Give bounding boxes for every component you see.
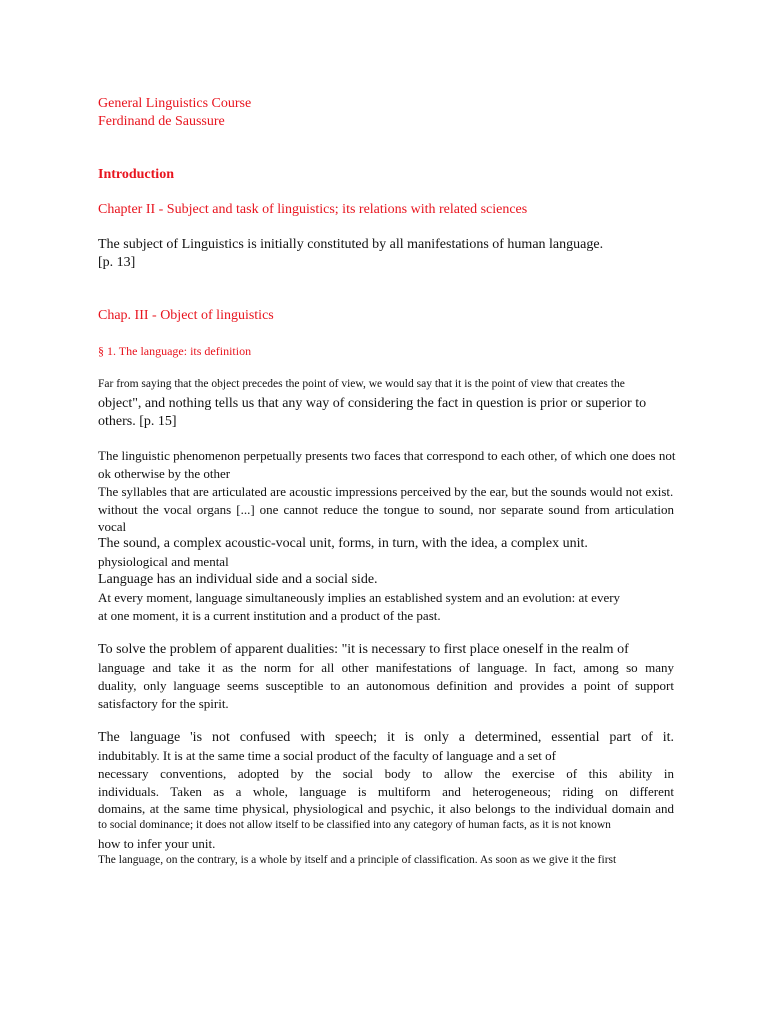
paragraph-line: The sound, a complex acoustic-vocal unit, forms, in turn, with the idea, a complex unit.	[98, 536, 588, 551]
paragraph-line: Language has an individual side and a social side.	[98, 572, 378, 587]
paragraph-line: The language, on the contrary, is a whole by itself and a principle of classification. As soon as we give it the first	[98, 854, 617, 866]
paragraph-line: indubitably. It is at the same time a social product of the faculty of language and a set of	[98, 748, 556, 763]
paragraph-line: The syllables that are articulated are acoustic impressions perceived by the ear, but the sounds would not exist.	[98, 484, 674, 499]
chapter-2-text: The subject of Linguistics is initially constituted by all manifestations of human language.	[98, 237, 604, 252]
paragraph-line: vocal	[98, 519, 127, 534]
paragraph-line: others. [p. 15]	[98, 414, 177, 429]
paragraph-line: necessary conventions, adopted by the social body to allow the exercise of this ability in	[98, 766, 674, 781]
paragraph-line: ok otherwise by the other	[98, 466, 231, 481]
paragraph-line: duality, only language seems susceptible to an autonomous definition and provides a point of support	[98, 678, 674, 693]
paragraph-line: at one moment, it is a current institution and a product of the past.	[98, 608, 441, 623]
paragraph-line: domains, at the same time physical, physiological and psychic, it also belongs to the individual domain and	[98, 801, 674, 816]
paragraph-line: physiological and mental	[98, 554, 229, 569]
paragraph-line: The linguistic phenomenon perpetually presents two faces that correspond to each other, of which one does not	[98, 448, 676, 463]
chapter-3-heading: Chap. III - Object of linguistics	[98, 308, 274, 323]
chapter-2-heading: Chapter II - Subject and task of linguistics; its relations with related sciences	[98, 202, 528, 217]
paragraph-line: how to infer your unit.	[98, 836, 216, 851]
page-reference: [p. 13]	[98, 255, 136, 270]
paragraph-line: At every moment, language simultaneously implies an established system and an evolution: at every	[98, 590, 621, 605]
paragraph-line: To solve the problem of apparent dualities: "it is necessary to first place oneself in the realm of	[98, 642, 629, 657]
paragraph-line: without the vocal organs [...] one cannot reduce the tongue to sound, nor separate sound from articulation	[98, 502, 674, 517]
section-1-heading: § 1. The language: its definition	[98, 344, 252, 358]
paragraph-line: language and take it as the norm for all other manifestations of language. In fact, among so many	[98, 660, 674, 675]
paragraph-line: The language 'is not confused with speech; it is only a determined, essential part of it.	[98, 730, 674, 745]
paragraph-line: to social dominance; it does not allow itself to be classified into any category of human facts, as it is not known	[98, 819, 611, 831]
paragraph-line: satisfactory for the spirit.	[98, 696, 229, 711]
paragraph-line: Far from saying that the object precedes the point of view, we would say that it is the point of view that creates the	[98, 378, 625, 390]
paragraph-line: individuals. Taken as a whole, language is multiform and heterogeneous; riding on different	[98, 784, 674, 799]
introduction-heading: Introduction	[98, 167, 174, 182]
document-title: General Linguistics Course	[98, 96, 252, 111]
paragraph-line: object", and nothing tells us that any way of considering the fact in question is prior or superior to	[98, 396, 647, 411]
document-author: Ferdinand de Saussure	[98, 114, 225, 129]
